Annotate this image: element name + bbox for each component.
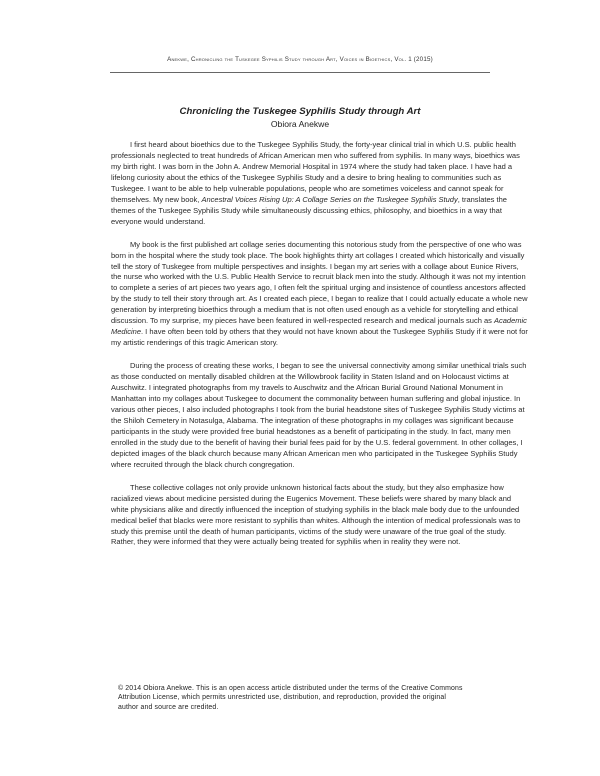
paragraph-2: [111, 240, 529, 350]
paragraph-2-text-a: My book is the first published art collage series documenting this notorious study from the perspective of one who was born in the hospital where the study took place. The book highlights thirty art collages I created which historically and visually tell the story of Tuskegee from multiple perspectives and insights. I began my art series with a collage about Eunice Rivers, the nurse who worked with the U.S. Public Health Service to recruit black men into the study. Although it was not my intention to complete a series of art pieces two years ago, I often felt the spiritual urging and insistence of countless ancestors affected by the study to tell their story through art. As I created each piece, I began to realize that I could actually educate a whole new generation by interpreting bioethics through a medium that is not often used enough as a vehicle for storytelling and ethical discussion. To my surprise, my pieces have been featured in well-respected research and medical journals such as: [111, 239, 528, 326]
journal-title: Academic Medicine: [111, 316, 527, 337]
article-title: Chronicling the Tuskegee Syphilis Study through Art: [179, 106, 421, 117]
paragraph-1: [111, 140, 529, 228]
article-body: [111, 140, 529, 548]
header-divider: [110, 72, 490, 73]
paragraph-1-text-a: I first heard about bioethics due to the Tuskegee Syphilis Study, the forty-year clinical trial in which U.S. public health professionals neglected to treat hundreds of African American men who suffered from syphilis. In many ways, bioethics was my birth right. I was born in the John A. Andrew Memorial Hospital in 1974 where the study had taken place. I have had a lifelong curiosity about the ethics of the Tuskegee Syphilis Study and a desire to bring healing to communities such as Tuskegee. I want to be able to help vulnerable populations, people who are sometimes voiceless and cannot speak for themselves. My new book,: [111, 140, 520, 204]
paragraph-1-text-b: , translates the themes of the Tuskegee Syphilis Study while simultaneously discussing ethics, philosophy, and bioethics in a way that everyone would understand.: [111, 194, 507, 226]
copyright-notice: © 2014 Obiora Anekwe. This is an open access article distributed under the terms of the Creative Commons Attribution License, which permits unrestricted use, distribution, and reproduction, provided the original author and source are credited.: [118, 685, 463, 711]
article-author: Obiora Anekwe: [270, 119, 330, 129]
paragraph-3: During the process of creating these works, I began to see the universal connectivity among similar unethical trials such as those conducted on mentally disabled children at the Willowbrook facility in Staten Island and on Holocaust victims at Auschwitz. I integrated photographs from my travels to Auschwitz and the African Burial Ground National Monument in Manhattan into my collages about Tuskegee to document the commonality between human suffering and global injustice. In various other pieces, I also included photographs I took from the burial headstone sites of Tuskegee Syphilis Study victims at the Shiloh Cemetery in Notasulga, Alabama. The integration of these photographs in my collages was significant because participants in the study were provided free burial headstones as a benefit of participating in the study. In fact, many men enrolled in the study due to the benefit of having their burial fees paid for by the U.S. federal government. In other collages, I depicted images of the black church because many African American men who participated in the Tuskegee Syphilis Study where recruited through the black church congregation.: [111, 361, 527, 469]
running-header: Anekwe, Chronicling the Tuskegee Syphilis Study through Art, Voices in Bioethics, Vol. 1 (2015): [167, 56, 433, 63]
paragraph-4: These collective collages not only provide unknown historical facts about the study, but they also emphasize how racialized views about medicine persisted during the Eugenics Movement. These beliefs were shared by many black and white physicians alike and directly influenced the inception of studying syphilis in the black male body due to the unfounded medical belief that blacks were more resistant to syphilis than whites. Although the intention of medical professionals was to study this premise until the death of human participants, victims of the study were unaware of the true goal of the study. Rather, they were informed that they were actually being treated for syphilis when in reality they were not.: [111, 482, 521, 547]
paragraph-2-text-b: . I have often been told by others that they would not have known about the Tuskegee Syphilis Study if it were not for my artistic renderings of this tragic American story.: [111, 327, 528, 348]
book-title: Ancestral Voices Rising Up: A Collage Series on the Tuskegee Syphilis Study: [201, 194, 458, 204]
